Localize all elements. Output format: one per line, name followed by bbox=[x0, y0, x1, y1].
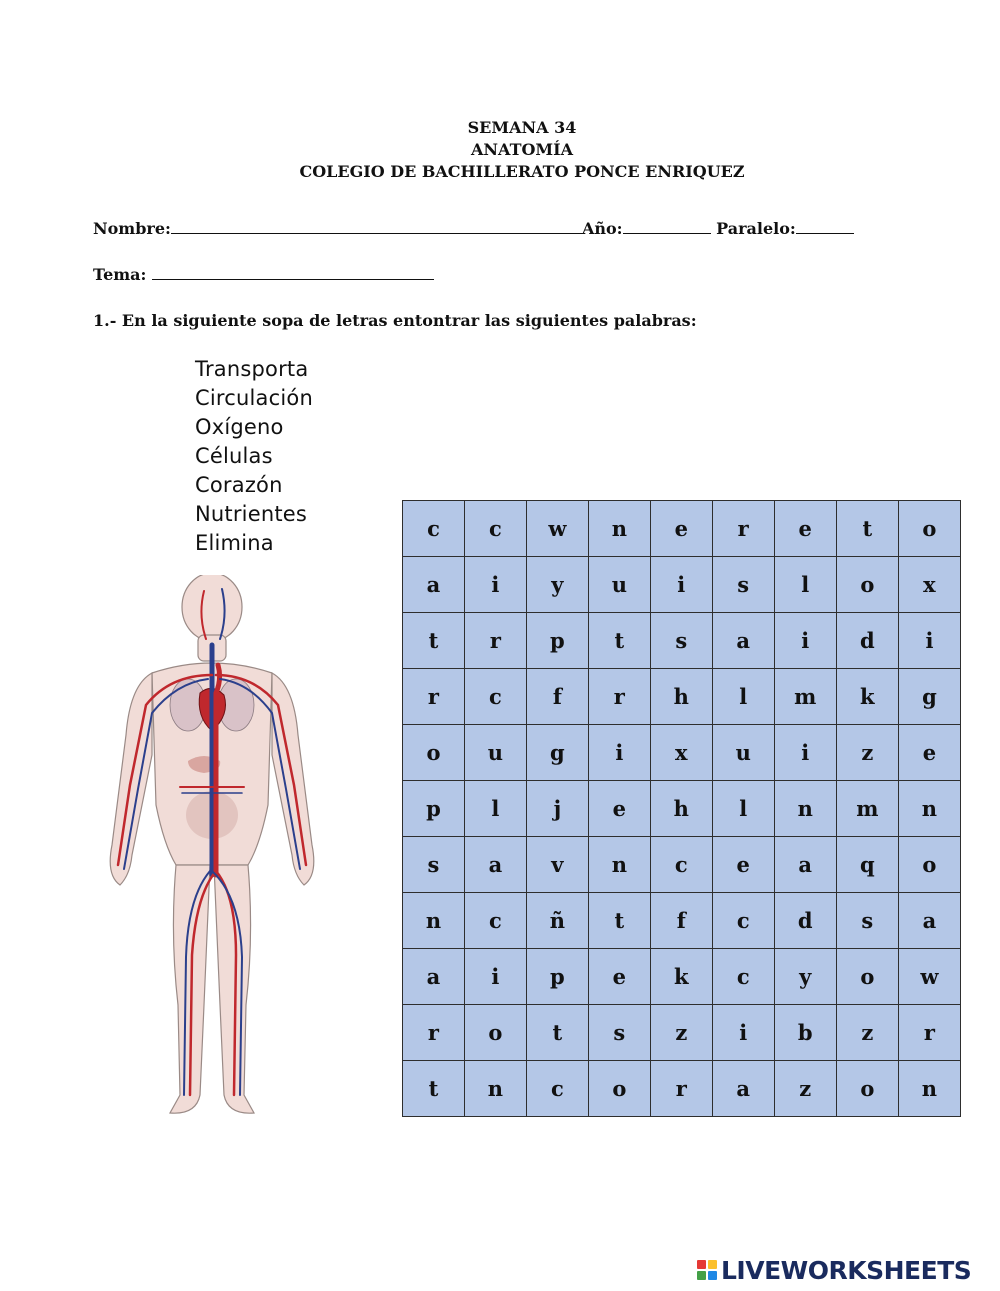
grid-cell[interactable]: g bbox=[526, 725, 588, 781]
word-item: Células bbox=[195, 444, 273, 468]
grid-cell[interactable]: e bbox=[588, 781, 650, 837]
grid-cell[interactable]: e bbox=[898, 725, 960, 781]
grid-cell[interactable]: r bbox=[403, 669, 465, 725]
grid-cell[interactable]: z bbox=[836, 725, 898, 781]
grid-cell[interactable]: n bbox=[774, 781, 836, 837]
grid-row bbox=[403, 669, 961, 725]
grid-cell[interactable]: c bbox=[464, 669, 526, 725]
grid-cell[interactable]: n bbox=[464, 1061, 526, 1117]
grid-cell[interactable]: o bbox=[836, 1061, 898, 1117]
grid-cell[interactable]: k bbox=[650, 949, 712, 1005]
grid-cell[interactable]: k bbox=[836, 669, 898, 725]
grid-cell[interactable]: s bbox=[836, 893, 898, 949]
grid-cell[interactable]: p bbox=[403, 781, 465, 837]
grid-cell[interactable]: t bbox=[588, 613, 650, 669]
grid-cell[interactable]: t bbox=[836, 501, 898, 557]
subject-title: ANATOMÍA bbox=[470, 140, 574, 159]
grid-cell[interactable]: c bbox=[526, 1061, 588, 1117]
grid-cell[interactable]: c bbox=[712, 949, 774, 1005]
grid-cell[interactable]: a bbox=[464, 837, 526, 893]
grid-cell[interactable]: t bbox=[588, 893, 650, 949]
instruction-text: 1.- En la siguiente sopa de letras entontrar las siguientes palabras: bbox=[93, 311, 697, 330]
grid-cell[interactable]: i bbox=[464, 557, 526, 613]
grid-cell[interactable]: d bbox=[836, 613, 898, 669]
grid-cell[interactable]: c bbox=[464, 893, 526, 949]
student-info-line bbox=[93, 219, 854, 238]
grid-row bbox=[403, 893, 961, 949]
grid-cell[interactable]: a bbox=[712, 613, 774, 669]
grid-cell[interactable]: s bbox=[403, 837, 465, 893]
grid-cell[interactable]: p bbox=[526, 949, 588, 1005]
grid-row bbox=[403, 613, 961, 669]
grid-cell[interactable]: n bbox=[898, 1061, 960, 1117]
grid-row bbox=[403, 1005, 961, 1061]
grid-cell[interactable]: n bbox=[898, 781, 960, 837]
grid-cell[interactable]: m bbox=[836, 781, 898, 837]
school-title: COLEGIO DE BACHILLERATO PONCE ENRIQUEZ bbox=[299, 162, 745, 181]
grid-cell[interactable]: c bbox=[464, 501, 526, 557]
grid-cell[interactable]: a bbox=[774, 837, 836, 893]
grid-cell[interactable]: z bbox=[650, 1005, 712, 1061]
grid-cell[interactable]: s bbox=[650, 613, 712, 669]
grid-cell[interactable]: ñ bbox=[526, 893, 588, 949]
nombre-field[interactable] bbox=[171, 219, 582, 234]
grid-cell[interactable]: i bbox=[774, 613, 836, 669]
grid-cell[interactable]: r bbox=[898, 1005, 960, 1061]
tema-label: Tema: bbox=[93, 265, 147, 284]
grid-cell[interactable]: z bbox=[774, 1061, 836, 1117]
grid-cell[interactable]: o bbox=[464, 1005, 526, 1061]
grid-cell[interactable]: e bbox=[650, 501, 712, 557]
grid-cell[interactable]: u bbox=[588, 557, 650, 613]
circulatory-system-illustration bbox=[100, 575, 325, 1120]
grid-row bbox=[403, 837, 961, 893]
grid-cell[interactable]: p bbox=[526, 613, 588, 669]
word-list bbox=[195, 355, 313, 558]
word-search-grid bbox=[402, 500, 961, 1117]
grid-cell[interactable]: c bbox=[650, 837, 712, 893]
grid-cell[interactable]: h bbox=[650, 781, 712, 837]
grid-row bbox=[403, 725, 961, 781]
anio-label: Año: bbox=[581, 219, 623, 238]
grid-cell[interactable]: l bbox=[464, 781, 526, 837]
tema-line bbox=[93, 265, 434, 284]
word-item: Corazón bbox=[195, 473, 283, 497]
word-item: Circulación bbox=[195, 386, 313, 410]
grid-cell[interactable]: t bbox=[403, 1061, 465, 1117]
grid-cell[interactable]: m bbox=[774, 669, 836, 725]
word-item: Nutrientes bbox=[195, 502, 308, 526]
grid-cell[interactable]: a bbox=[898, 893, 960, 949]
grid-cell[interactable]: t bbox=[403, 613, 465, 669]
grid-cell[interactable]: u bbox=[712, 725, 774, 781]
logo-text: LIVEWORKSHEETS bbox=[721, 1255, 972, 1285]
week-title: SEMANA 34 bbox=[467, 118, 577, 137]
grid-cell[interactable]: w bbox=[898, 949, 960, 1005]
grid-cell[interactable]: l bbox=[774, 557, 836, 613]
grid-cell[interactable]: o bbox=[898, 501, 960, 557]
grid-cell[interactable]: r bbox=[403, 1005, 465, 1061]
grid-cell[interactable]: t bbox=[526, 1005, 588, 1061]
grid-cell[interactable]: q bbox=[836, 837, 898, 893]
grid-cell[interactable]: e bbox=[712, 837, 774, 893]
word-item: Oxígeno bbox=[195, 415, 284, 439]
grid-cell[interactable]: f bbox=[526, 669, 588, 725]
tema-field[interactable] bbox=[152, 265, 434, 280]
grid-cell[interactable]: o bbox=[836, 949, 898, 1005]
grid-cell[interactable]: a bbox=[712, 1061, 774, 1117]
grid-cell[interactable]: a bbox=[403, 557, 465, 613]
grid-cell[interactable]: s bbox=[712, 557, 774, 613]
grid-cell[interactable]: n bbox=[588, 501, 650, 557]
grid-cell[interactable]: r bbox=[588, 669, 650, 725]
grid-cell[interactable]: b bbox=[774, 1005, 836, 1061]
grid-cell[interactable]: n bbox=[588, 837, 650, 893]
grid-cell[interactable]: h bbox=[650, 669, 712, 725]
grid-row bbox=[403, 501, 961, 557]
grid-cell[interactable]: o bbox=[898, 837, 960, 893]
grid-row bbox=[403, 781, 961, 837]
word-item: Transporta bbox=[195, 357, 309, 381]
grid-cell[interactable]: v bbox=[526, 837, 588, 893]
grid-cell[interactable]: n bbox=[403, 893, 465, 949]
grid-cell[interactable]: y bbox=[526, 557, 588, 613]
paralelo-label: Paralelo: bbox=[716, 219, 796, 238]
grid-cell[interactable]: z bbox=[836, 1005, 898, 1061]
grid-cell[interactable]: d bbox=[774, 893, 836, 949]
grid-row bbox=[403, 557, 961, 613]
grid-row bbox=[403, 949, 961, 1005]
grid-cell[interactable]: j bbox=[526, 781, 588, 837]
grid-cell[interactable]: l bbox=[712, 669, 774, 725]
grid-cell[interactable]: u bbox=[464, 725, 526, 781]
grid-cell[interactable]: f bbox=[650, 893, 712, 949]
grid-cell[interactable]: r bbox=[712, 501, 774, 557]
grid-cell[interactable]: e bbox=[774, 501, 836, 557]
grid-cell[interactable]: i bbox=[650, 557, 712, 613]
grid-cell[interactable]: x bbox=[650, 725, 712, 781]
worksheet-header bbox=[0, 117, 1000, 183]
grid-cell[interactable]: r bbox=[464, 613, 526, 669]
grid-cell[interactable]: g bbox=[898, 669, 960, 725]
grid-cell[interactable]: i bbox=[712, 1005, 774, 1061]
grid-cell[interactable]: r bbox=[650, 1061, 712, 1117]
grid-cell[interactable]: i bbox=[588, 725, 650, 781]
nombre-label: Nombre: bbox=[93, 219, 171, 238]
grid-cell[interactable]: i bbox=[898, 613, 960, 669]
grid-cell[interactable]: s bbox=[588, 1005, 650, 1061]
grid-cell[interactable]: c bbox=[403, 501, 465, 557]
grid-row bbox=[403, 1061, 961, 1117]
liveworksheets-logo bbox=[697, 1255, 971, 1285]
grid-cell[interactable]: i bbox=[464, 949, 526, 1005]
grid-cell[interactable]: w bbox=[526, 501, 588, 557]
anio-field[interactable] bbox=[623, 219, 711, 234]
grid-cell[interactable]: y bbox=[774, 949, 836, 1005]
grid-cell[interactable]: o bbox=[588, 1061, 650, 1117]
grid-cell[interactable]: o bbox=[403, 725, 465, 781]
grid-cell[interactable]: a bbox=[403, 949, 465, 1005]
grid-cell[interactable]: e bbox=[588, 949, 650, 1005]
paralelo-field[interactable] bbox=[796, 219, 854, 234]
grid-cell[interactable]: i bbox=[774, 725, 836, 781]
word-item: Elimina bbox=[195, 531, 274, 555]
grid-cell[interactable]: c bbox=[712, 893, 774, 949]
grid-cell[interactable]: x bbox=[898, 557, 960, 613]
grid-cell[interactable]: l bbox=[712, 781, 774, 837]
liveworksheets-logo-icon bbox=[697, 1260, 717, 1280]
grid-cell[interactable]: o bbox=[836, 557, 898, 613]
